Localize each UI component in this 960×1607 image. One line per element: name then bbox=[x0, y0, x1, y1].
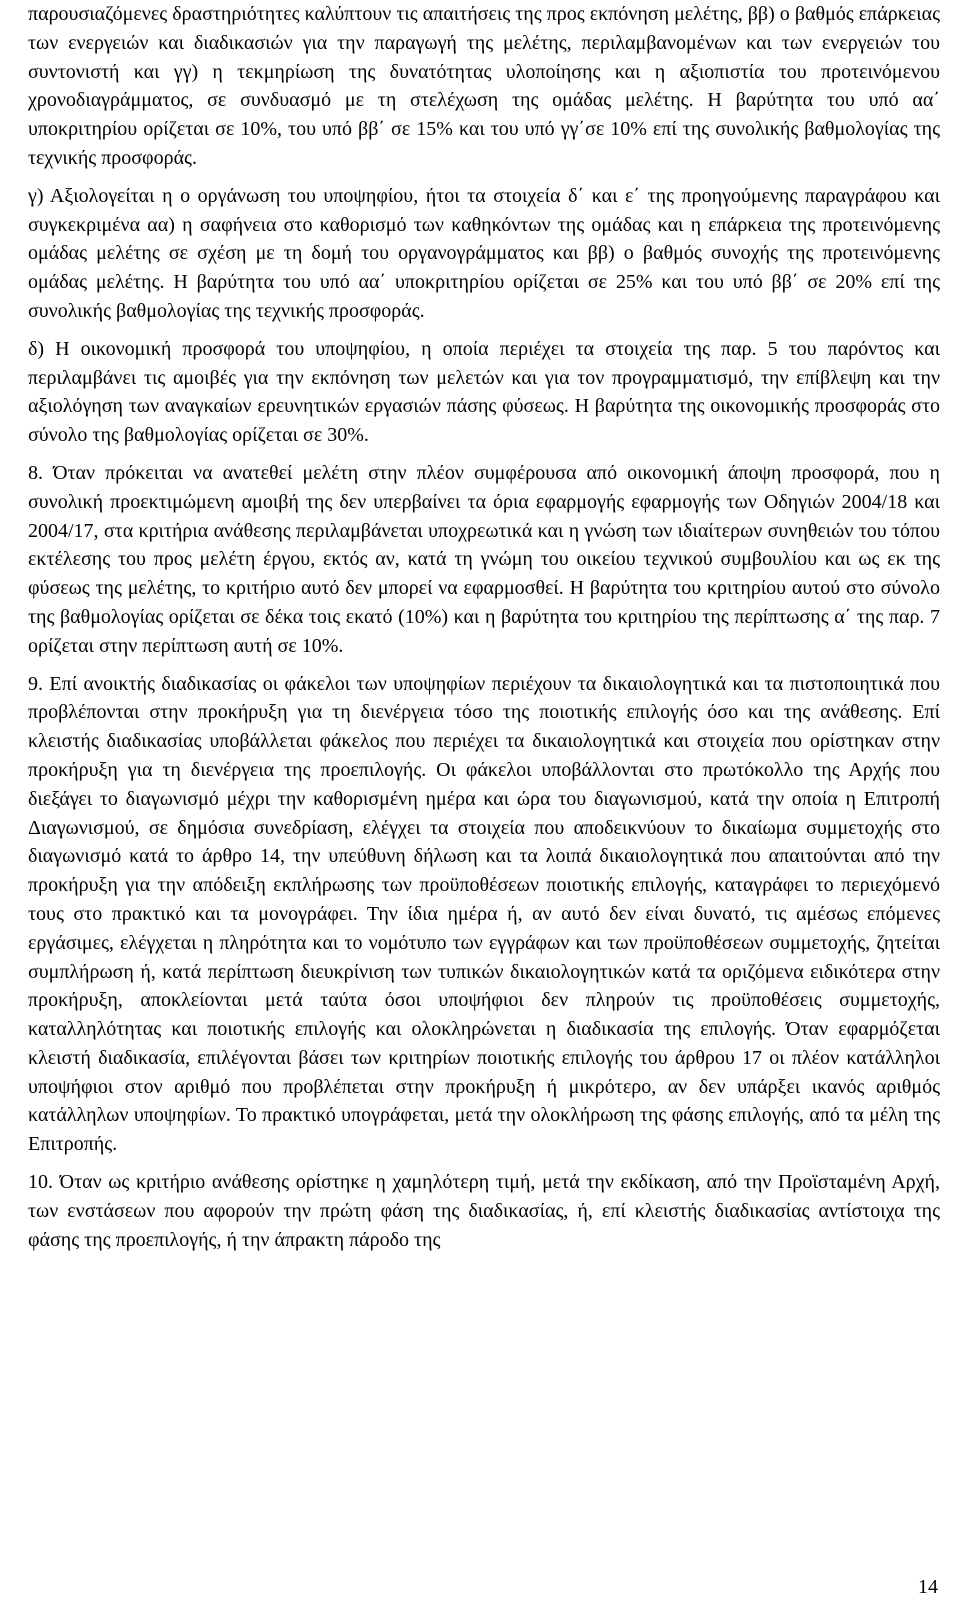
paragraph-continuation: παρουσιαζόμενες δραστηριότητες καλύπτουν τις απαιτήσεις της προς εκπόνηση μελέτης, ββ) ο βαθμός επάρκειας των ενεργειών και διαδικασιών για την παραγωγή της μελέτης, περιλαμβανομένων και των ενεργειών του συντονιστή και γγ) η τεκμηρίωση της δυνατότητας υλοποίησης και η αξιοπιστία του προτεινόμενου χρονοδιαγράμματος, σε συνδυασμό με τη στελέχωση της ομάδας μελέτης. Η βαρύτητα του υπό αα΄ υποκριτηρίου ορίζεται σε 10%, του υπό ββ΄ σε 15% και του υπό γγ΄σε 10% επί της συνολικής βαθμολογίας της τεχνικής προσφοράς. bbox=[28, 3, 940, 169]
paragraph-section-9: 9. Επί ανοικτής διαδικασίας οι φάκελοι των υποψηφίων περιέχουν τα δικαιολογητικά και τα πιστοποιητικά που προβλέπονται στην προκήρυξη για τη διενέργεια τόσο της ποιοτικής επιλογής όσο και της ανάθεσης. Επί κλειστής διαδικασίας υποβάλλεται φάκελος που περιέχει τα δικαιολογητικά και στοιχεία που ορίστηκαν στην προκήρυξη για τη διενέργεια της προεπιλογής. Οι φάκελοι υποβάλλονται στο πρωτόκολλο της Αρχής που διεξάγει το διαγωνισμό μέχρι την καθορισμένη ημέρα και ώρα του διαγωνισμού, κατά την οποία η Επιτροπή Διαγωνισμού, σε δημόσια συνεδρίαση, ελέγχει τα στοιχεία που αποδεικνύουν το δικαίωμα συμμετοχής στο διαγωνισμό κατά το άρθρο 14, την υπεύθυνη δήλωση και τα λοιπά δικαιολογητικά που απαιτούνται από την προκήρυξη για την απόδειξη εκπλήρωσης των προϋποθέσεων ποιοτικής επιλογής, καταγράφει το περιεχόμενό τους στο πρακτικό και τα μονογράφει. Την ίδια ημέρα ή, αν αυτό δεν είναι δυνατό, τις αμέσως επόμενες εργάσιμες, ελέγχεται η πληρότητα και το νομότυπο των εγγράφων και των προϋποθέσεων συμμετοχής, ζητείται συμπλήρωση ή, κατά περίπτωση διευκρίνιση των τυπικών δικαιολογητικών κατά τα οριζόμενα ειδικότερα στην προκήρυξη, αποκλείονται μετά ταύτα όσοι υποψήφιοι δεν πληρούν τις προϋποθέσεις συμμετοχής, καταλληλότητας και ποιοτικής επιλογής και ολοκληρώνεται η διαδικασία της επιλογής. Όταν εφαρμόζεται κλειστή διαδικασία, επιλέγονται βάσει των κριτηρίων ποιοτικής επιλογής του άρθρου 17 οι πλέον κατάλληλοι υποψήφιοι στον αριθμό που προβλέπεται στην προκήρυξη ή μικρότερο, αν δεν υπάρξει ικανός αριθμός κατάλληλων υποψηφίων. Το πρακτικό υπογράφεται, μετά την ολοκλήρωση της φάσης επιλογής, από τα μέλη της Επιτροπής. bbox=[28, 672, 940, 1156]
paragraph-section-8: 8. Όταν πρόκειται να ανατεθεί μελέτη στην πλέον συμφέρουσα από οικονομική άποψη προσφορά, που η συνολική προεκτιμώμενη αμοιβή της δεν υπερβαίνει τα όρια εφαρμογής εφαρμογής των Οδηγιών 2004/18 και 2004/17, στα κριτήρια ανάθεσης περιλαμβάνεται υποχρεωτικά και η γνώση των ιδιαίτερων συνηθειών του τόπου εκτέλεσης του προς μελέτη έργου, εκτός αν, κατά τη γνώμη του οικείου τεχνικού συμβουλίου και ως εκ της φύσεως της μελέτης, το κριτήριο αυτό δεν μπορεί να εφαρμοσθεί. Η βαρύτητα του κριτηρίου αυτού στο σύνολο της βαθμολογίας ορίζεται σε δέκα τοις εκατό (10%) και η βαρύτητα του κριτηρίου της περίπτωσης α΄ της παρ. 7 ορίζεται στην περίπτωση αυτή σε 10%. bbox=[28, 461, 940, 657]
paragraph-item-c: γ) Αξιολογείται η ο οργάνωση του υποψηφίου, ήτοι τα στοιχεία δ΄ και ε΄ της προηγούμενης παραγράφου και συγκεκριμένα αα) η σαφήνεια στο καθορισμό των καθηκόντων της ομάδας και η επάρκεια της προτεινόμενης ομάδας μελέτης σε σχέση με τη δομή του οργανογράμματος και ββ) ο βαθμός συνοχής της προτεινόμενης ομάδας μελέτης. Η βαρύτητα του υπό αα΄ υποκριτηρίου ορίζεται σε 25% και του υπό ββ΄ σε 20% επί της συνολικής βαθμολογίας της τεχνικής προσφοράς. bbox=[28, 184, 940, 322]
paragraph-section-10: 10. Όταν ως κριτήριο ανάθεσης ορίστηκε η χαμηλότερη τιμή, μετά την εκδίκαση, από την Προϊσταμένη Αρχή, των ενστάσεων που αφορούν την πρώτη φάση της διαδικασίας, ή, επί κλειστής διαδικασίας αντίστοιχα της φάσης της προεπιλογής, ή την άπρακτη πάροδο της bbox=[28, 1171, 940, 1251]
page-number: 14 bbox=[918, 1576, 938, 1598]
document-page bbox=[28, 0, 940, 1254]
paragraph-item-d: δ) Η οικονομική προσφορά του υποψηφίου, η οποία περιέχει τα στοιχεία της παρ. 5 του παρόντος και περιλαμβάνει τις αμοιβές για την εκπόνηση των μελετών και για τον προγραμματισμό, την επίβλεψη και την αξιολόγηση των αναγκαίων ερευνητικών εργασιών πάσης φύσεως. Η βαρύτητα της οικονομικής προσφοράς στο σύνολο της βαθμολογίας ορίζεται σε 30%. bbox=[28, 337, 940, 447]
